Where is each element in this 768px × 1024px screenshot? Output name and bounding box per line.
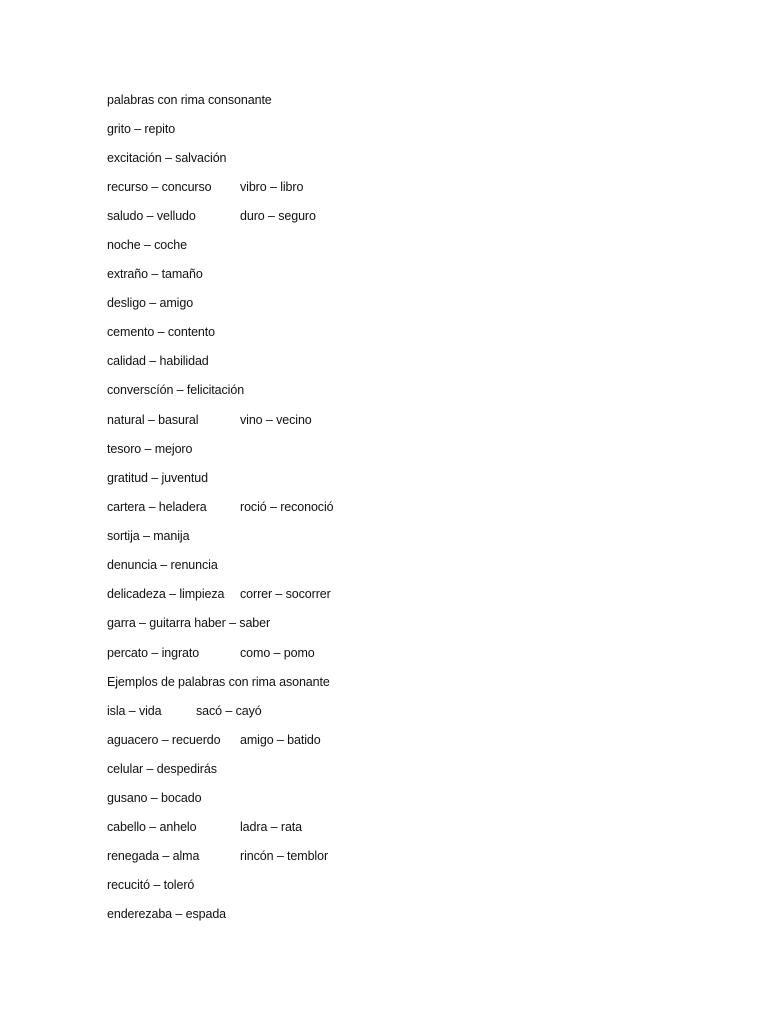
rhyme-pair: cabello – anhelo bbox=[107, 820, 197, 834]
rhyme-pair: calidad – habilidad bbox=[107, 354, 209, 368]
rhyme-pair: aguacero – recuerdo bbox=[107, 733, 221, 747]
rhyme-pair: celular – despedirás bbox=[107, 762, 217, 776]
rhyme-pair: denuncia – renuncia bbox=[107, 558, 218, 572]
rhyme-pair: extraño – tamaño bbox=[107, 267, 203, 281]
rhyme-pair: recucitó – toleró bbox=[107, 878, 195, 892]
rhyme-pair: converscíón – felicitación bbox=[107, 383, 245, 397]
rhyme-pair: como – pomo bbox=[240, 646, 315, 660]
rhyme-pair: gusano – bocado bbox=[107, 791, 202, 805]
rhyme-pair: natural – basural bbox=[107, 413, 199, 427]
rhyme-pair: noche – coche bbox=[107, 238, 188, 252]
heading-text: palabras con rima consonante bbox=[107, 93, 272, 107]
rhyme-pair: delicadeza – limpieza bbox=[107, 587, 225, 601]
heading-text: Ejemplos de palabras con rima asonante bbox=[107, 675, 330, 689]
rhyme-pair: gratitud – juventud bbox=[107, 471, 208, 485]
rhyme-pair: ladra – rata bbox=[240, 820, 303, 834]
rhyme-pair: isla – vida bbox=[107, 704, 162, 718]
rhyme-pair: vibro – libro bbox=[240, 180, 304, 194]
rhyme-pair: desligo – amigo bbox=[107, 296, 194, 310]
rhyme-pair: grito – repito bbox=[107, 122, 176, 136]
rhyme-pair: roció – reconoció bbox=[240, 500, 334, 514]
rhyme-pair: enderezaba – espada bbox=[107, 907, 227, 921]
rhyme-pair: saludo – velludo bbox=[107, 209, 196, 223]
rhyme-pair: percato – ingrato bbox=[107, 646, 200, 660]
rhyme-pair: sacó – cayó bbox=[196, 704, 262, 718]
rhyme-pair: duro – seguro bbox=[240, 209, 316, 223]
rhyme-pair: recurso – concurso bbox=[107, 180, 212, 194]
rhyme-pair: rincón – temblor bbox=[240, 849, 329, 863]
rhyme-pair: garra – guitarra haber – saber bbox=[107, 616, 271, 630]
rhyme-pair: excitación – salvación bbox=[107, 151, 227, 165]
rhyme-pair: renegada – alma bbox=[107, 849, 200, 863]
rhyme-pair: cemento – contento bbox=[107, 325, 215, 339]
rhyme-pair: vino – vecino bbox=[240, 413, 312, 427]
rhyme-pair: tesoro – mejoro bbox=[107, 442, 193, 456]
rhyme-pair: amigo – batido bbox=[240, 733, 321, 747]
rhyme-pair: sortija – manija bbox=[107, 529, 190, 543]
rhyme-pair: correr – socorrer bbox=[240, 587, 331, 601]
rhyme-pair: cartera – heladera bbox=[107, 500, 207, 514]
